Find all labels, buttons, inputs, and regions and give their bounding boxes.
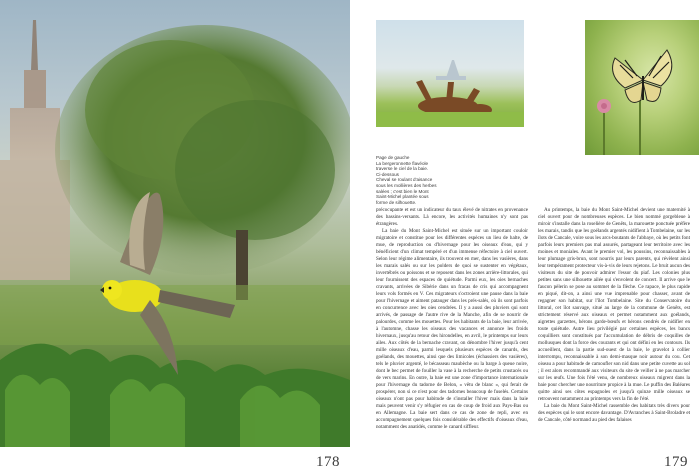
caption-line: salées ; c'est bien le Mont: [376, 188, 429, 194]
page-number-right: 179: [664, 454, 688, 470]
caption-line: Ci-dessous: [376, 171, 399, 177]
caption-line: traverse le ciel de la baie.: [376, 166, 429, 172]
page-number-left: 178: [316, 454, 340, 470]
body-paragraph: précocupante et est un indicateur du taux élevé de nitrates en provenance des bassins-versants. Là encore, les activités humaines n'y sont pas étrangères.: [376, 207, 528, 228]
caption-line: sous les mollières des herbes: [376, 182, 437, 188]
wagtail-photo: [0, 0, 350, 447]
caption-line: Cheval se roulant d'aisance: [376, 177, 433, 183]
text-column-1: [376, 207, 528, 432]
caption-line: Saint-Michel plantée sous: [376, 194, 429, 200]
horse-rolling-photo: [376, 20, 524, 127]
body-paragraph: La baie du Mont Saint-Michel rassemble des habitats très divers pour des espèces qui le sont encore davantage. D'Avranches à Saint-Broladre et de Cancale, côté normand au pied des falaises: [538, 403, 690, 424]
horse-photo-illustration: [376, 20, 524, 127]
body-paragraph: Au printemps, la baie du Mont Saint-Michel devient une maternité à ciel ouvert pour de nombreuses espèces. Le bien nommé gorgebleue à miroir s'installe dans la roselière de Genêts, la marouette ponctuée préfère les marais, tandis que les goélands argentés nidifient à Tombelaine, sur les îlots de Cancale, voire sous les arcs-boutants de l'abbaye, où les petits font parfois leurs premiers pas mal assurés, partageant leur territoire avec les moines et moniales. Avant le premier vol, les poussins, reconnaissables à leur plumage gris-brun, sont nourris par leurs parents, qui révèlent ainsi leur tempérament protecteur vis-à-vis de leurs rejetons. Le bruit aucun des visiteurs du site de pouvoir admirer l'essor du piaf. Les colonies plus petites sans une silhouette ailée qui s'envolent de concert. Il arrive que le faucon pèlerin se pose au sommet de la flèche. Ce rapace, le plus rapide en piqué, dit-on, a ainsi une vue imprenable pour chasser, avant de regagner son habitat, sur l'îlot Tombelaine. Site du Conservatoire du littoral, cet îlot sauvage, situé au large de la commune de Genêts, est strictement réservé aux oiseaux et permet notamment aux goélands, aigrettes garzettes, hérons garde-bœufs et hérons cendrés de nidifier en toute quiétude. Autre lieu privilégié par certaines espèces, les bancs coquilliers sont constitués par l'accumulation de débris de coquilles de mollusques dont la force des courants et qui ont défini en les contours. Ils accueillent, dans la partie sud-ouest de la baie, le gravelot à collier interrompu, reconnaissable à son demi-masque noir autour du cou. Cet oiseau a pour habitude de camoufler son nid dans une petite cuvette au sol ; il est alors recommandé aux visiteurs du site de veiller à ne pas marcher sur les œufs. Une fois l'été venu, de nombreux oiseaux migrent dans la baie pour chercher une nourriture propice à la mue. Le puffin des Baléares quitte ainsi ses côtes espagnoles et jusqu'à quinze mille oiseaux se retrouvent notamment au printemps vers la fin de l'été.: [538, 207, 690, 403]
wagtail-photo-illustration: [0, 0, 350, 447]
caption-line: Page de gauche: [376, 155, 410, 160]
swallowtail-butterfly-photo: [585, 20, 699, 155]
swallowtail-butterfly: [613, 50, 672, 102]
text-column-2: [538, 207, 690, 424]
caption-line: forme de silhouette.: [376, 199, 417, 205]
butterfly-photo-illustration: [585, 20, 699, 155]
photo-caption: [376, 155, 446, 205]
caption-line: La bergeronnette flavéole: [376, 160, 429, 166]
body-paragraph: La baie du Mont Saint-Michel est située sur un important couloir migratoire et constitue pour les différentes espèces un lieu de halte, de mue, de reproduction ou d'hivernage pour les oiseaux d'eau, qui y bénéficient d'un climat tempéré et d'un immense réfectoire à ciel ouvert. Selon leur régime alimentaire, ils trouvent en mer, dans les vasières, dans les marais salés ou sur les polders de quoi se sustenter en végétaux, invertébrés ou poissons et se reposent dans les zones arrière-littorales, qui leur fournissent des espaces de quiétude. Parmi eux, les oies bernaches cravants, arrivées de Sibérie dans un fracas de cris qui accompagnent leurs vols formés en V. Ces migrateurs s'octroient une pause dans la baie pour l'hivernage et aiment patauger dans les prés-salés, où ils sont parfois en concurrence avec les oies cendrées. Il y a aussi des pluviers qui sont arrivés, de passage de l'autre rive de la Manche, afin de se nourrir de palourdes, comme les mouettes. Pour les habitants de la baie, leur arrivée, à l'automne, chasse les oiseaux des vacances et annonce les froids hivernaux, jusqu'au retour des hirondelles, en avril, le printemps sur leurs ailes. Aux côtés de la bernache cravant, on dénombre l'hiver jusqu'à cent mille oiseaux d'eau, parmi lesquels plusieurs espèces de canards, des goélands, des mouettes, ainsi que des limicoles (échassiers des vasières), tels le pluvier argenté, le bécasseau maubèche ou la barge à queue noire, dont le bec permet de fouiller la vase à la recherche de petits crustacés ou de vers marins. En outre, la baie est une zone d'importance internationale pour l'hivernage du tadorne de Belon, « vêtu de blanc », qui ferait de prospérer, non si ce n'est pour des tadornes beaucoup de fuselés. Certains oiseaux n'ont pas pour habitude de s'installer l'hiver mais dans la baie mais peuvent venir s'y réfugier en cas de coup de froid aux Pays-Bas ou en Allemagne. La baie sert dans ce cas de zone de repli, avec en accompagnement quelques fois considérable des effectifs d'oiseaux d'eau, notamment des anatidés, comme le canard siffleur.: [376, 228, 528, 431]
